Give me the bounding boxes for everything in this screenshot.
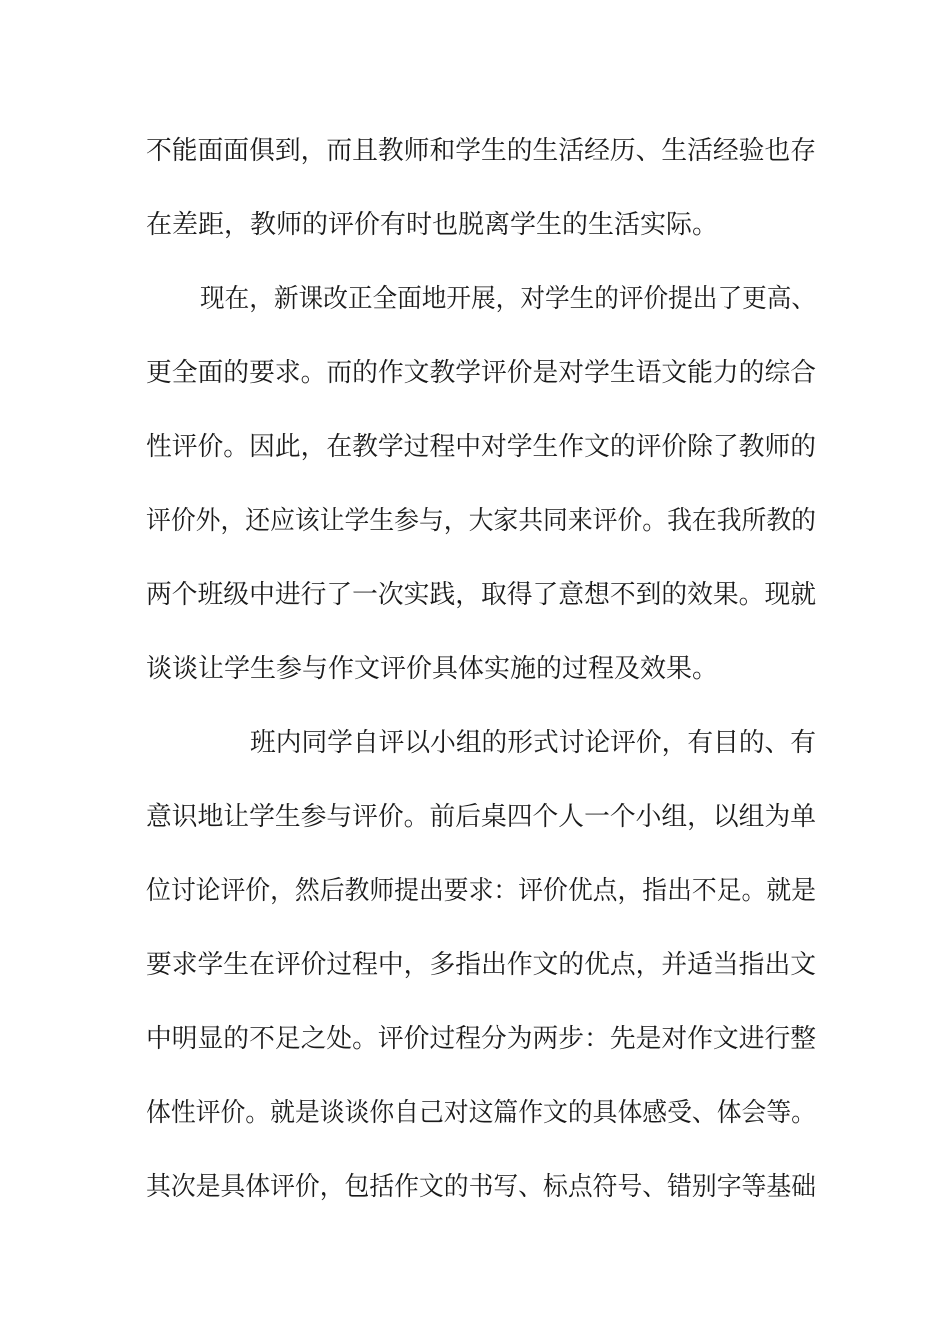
text-line-5: 性评价。因此，在教学过程中对学生作文的评价除了教师的 xyxy=(146,432,816,462)
text-line-10: 意识地让学生参与评价。前后桌四个人一个小组，以组为单 xyxy=(146,802,816,832)
text-line-7: 两个班级中进行了一次实践，取得了意想不到的效果。现就 xyxy=(146,580,816,610)
text-line-6: 评价外，还应该让学生参与，大家共同来评价。我在我所教的 xyxy=(146,506,817,536)
text-line-12: 要求学生在评价过程中，多指出作文的优点，并适当指出文 xyxy=(146,950,816,980)
text-line-2: 在差距，教师的评价有时也脱离学生的生活实际。 xyxy=(146,210,719,240)
text-line-3: 现在，新课改正全面地开展，对学生的评价提出了更高、 xyxy=(200,284,817,314)
text-line-15: 其次是具体评价，包括作文的书写、标点符号、错别字等基础 xyxy=(146,1172,817,1202)
text-line-8: 谈谈让学生参与作文评价具体实施的过程及效果。 xyxy=(146,654,719,684)
text-line-14: 体性评价。就是谈谈你自己对这篇作文的具体感受、体会等。 xyxy=(146,1098,817,1128)
text-line-9: 班内同学自评以小组的形式讨论评价，有目的、有 xyxy=(250,728,817,758)
text-line-4: 更全面的要求。而的作文教学评价是对学生语文能力的综合 xyxy=(146,358,816,388)
text-line-1: 不能面面俱到，而且教师和学生的生活经历、生活经验也存 xyxy=(146,136,816,166)
text-line-13: 中明显的不足之处。评价过程分为两步：先是对作文进行整 xyxy=(146,1024,816,1054)
text-line-11: 位讨论评价，然后教师提出要求：评价优点，指出不足。就是 xyxy=(146,876,817,906)
